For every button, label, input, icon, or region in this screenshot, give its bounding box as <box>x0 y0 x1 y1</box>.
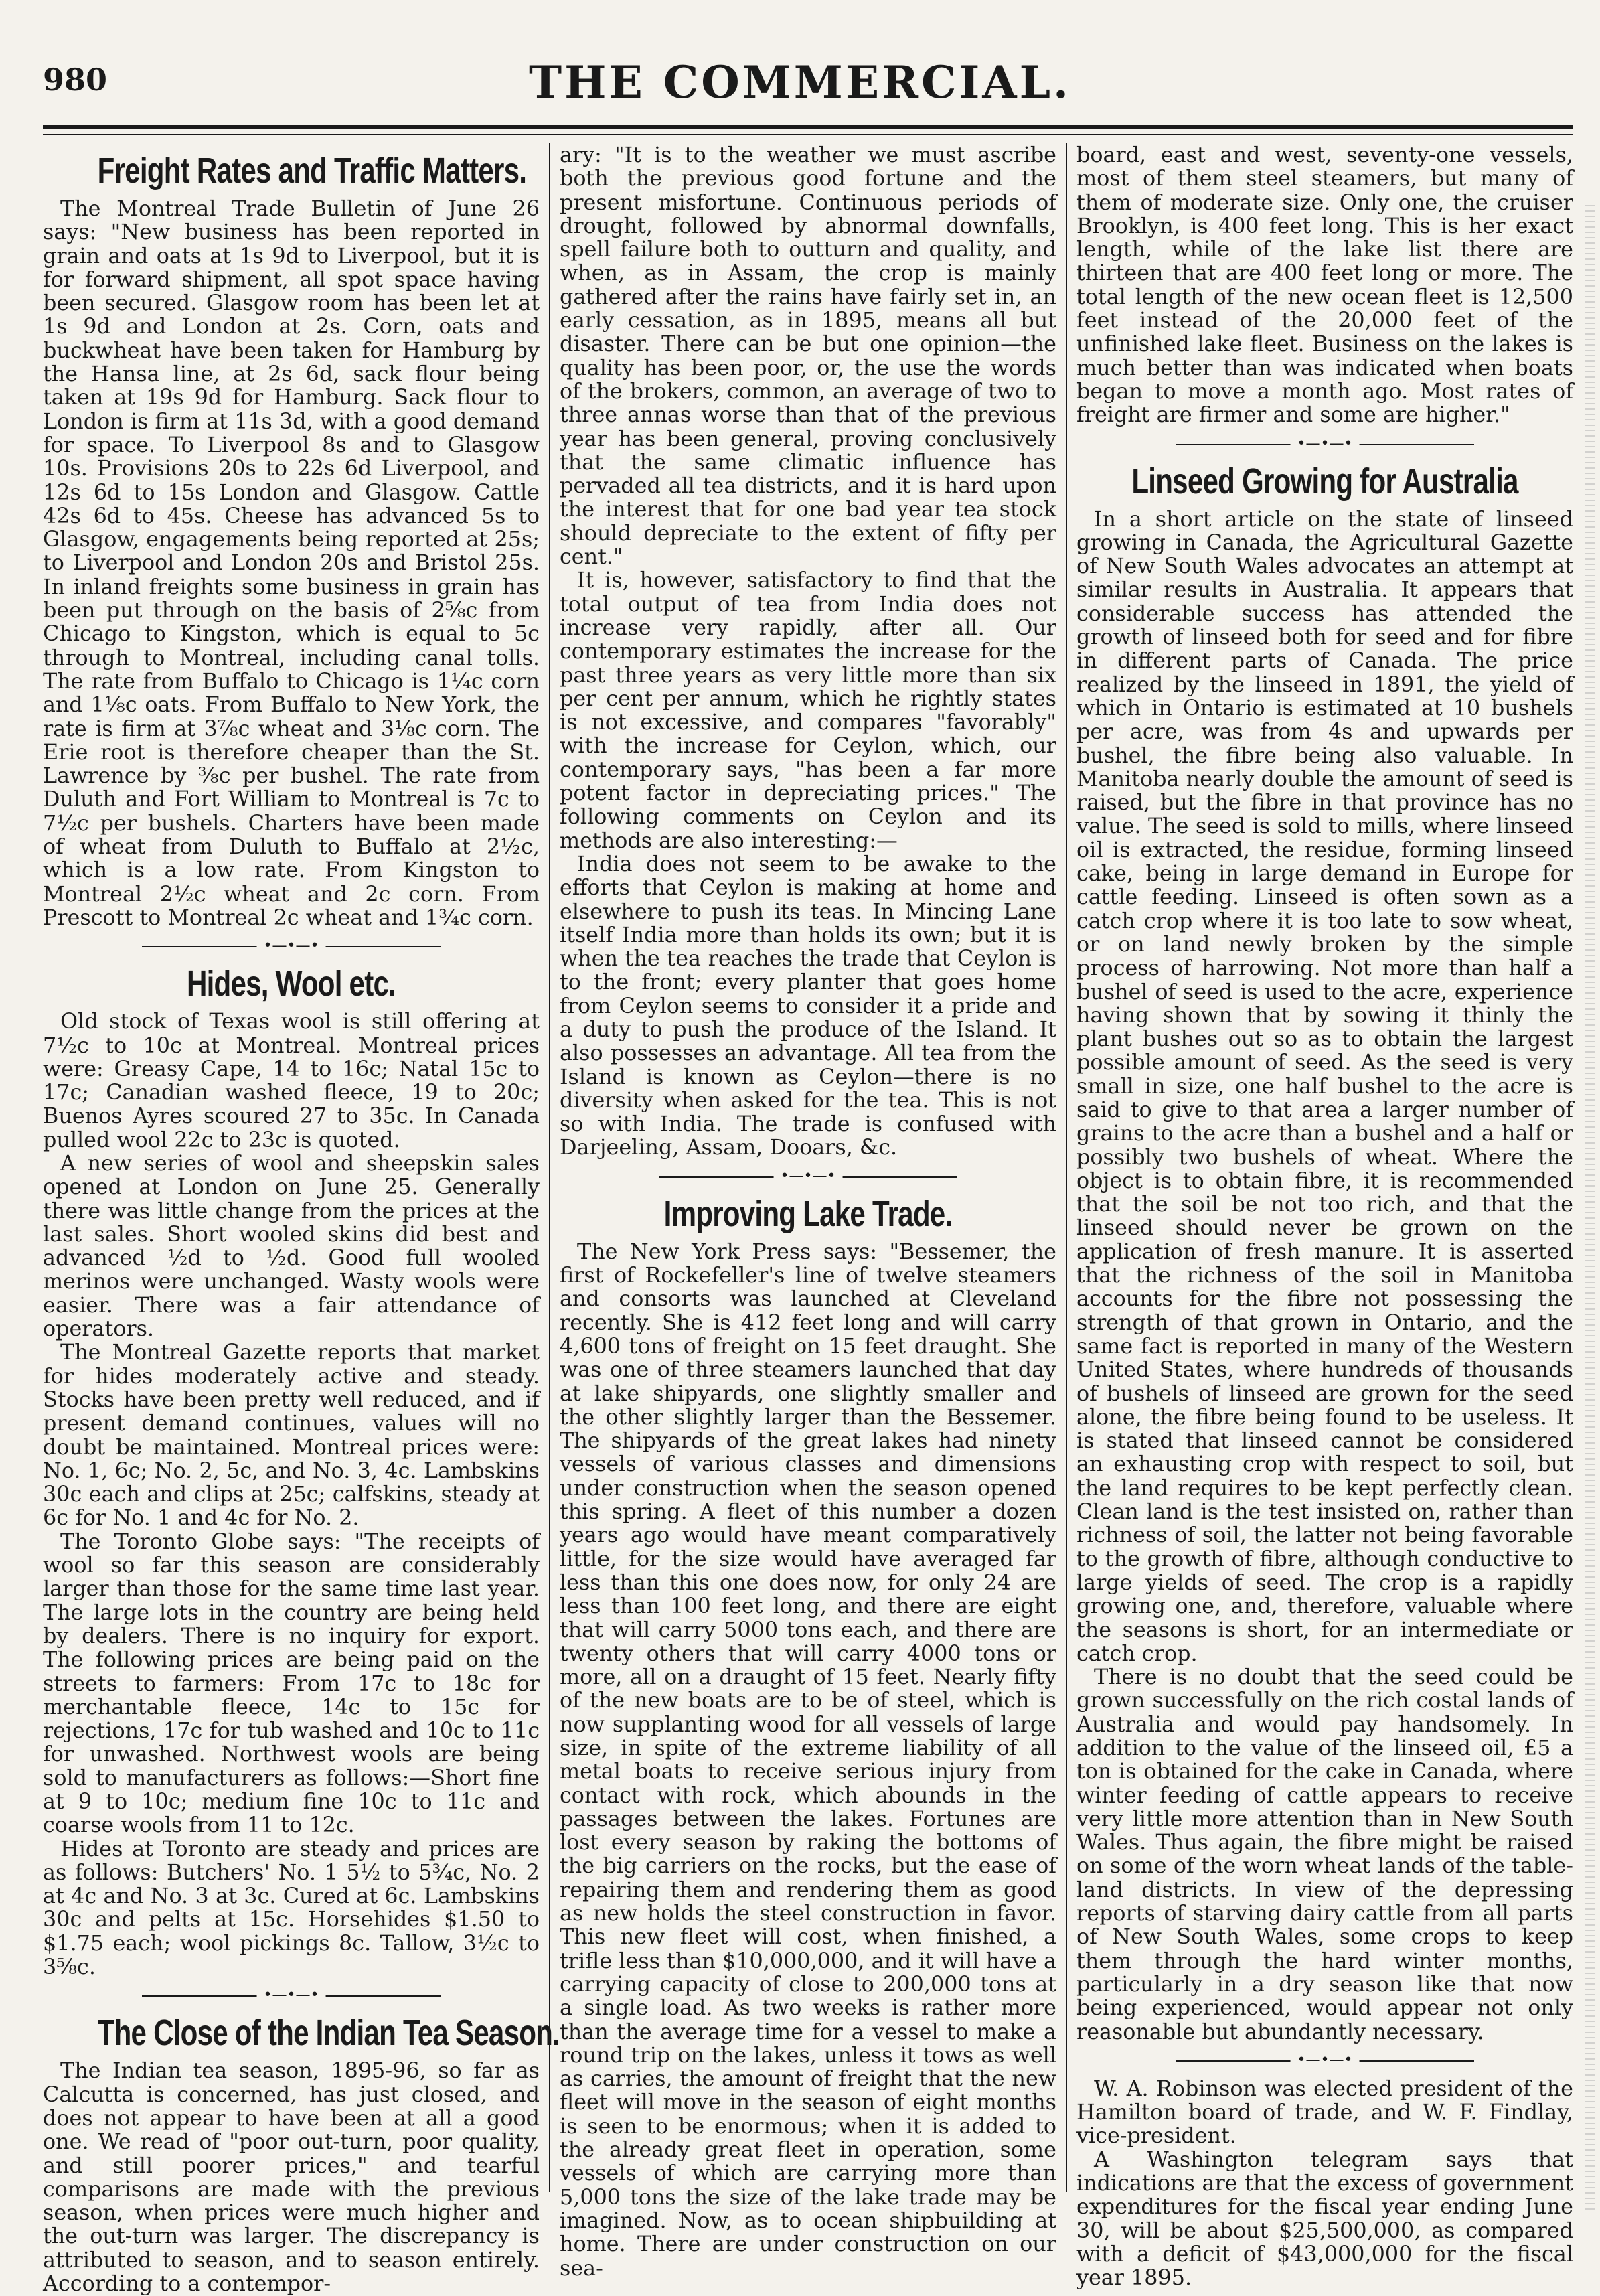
article-indian-tea <box>43 2012 560 2296</box>
paragraph: W. A. Robinson was elected president of the Hamilton board of trade, and W. F. Findlay, vice-president. <box>1076 2076 1573 2149</box>
paragraph: ary: "It is to the weather we must ascribe both the previous good fortune and the present misfortune. Continuous periods of drought, followed by abnormal downfalls, spell failure both to outturn and quality, and when, as in Assam, the crop is mainly gathered after the rains have fairly set in, an early cessation, as in 1895, means all but disaster. There can be but one opinion—the quality has been poor, or, the use the words of the brokers, common, an average of two to three annas worse than that of the previous year has been general, proving conclusively that the same climatic influence has pervaded all tea districts, and it is hard upon the interest that for one bad year tea stock should depreciate to the extent of fifty per cent." <box>560 143 1056 570</box>
binding-edge <box>1585 201 1595 2210</box>
paragraph: Old stock of Texas wool is still offering at 7½c to 10c at Montreal. Montreal prices were: Greasy Cape, 14 to 16c; Natal 15c to 17c; Canadian washed fleece, 19 to 20c; Buenos Ayres scoured 27 to 35c. In Canada pulled wool 22c to 23c is quoted. <box>43 1009 540 1152</box>
section-divider <box>142 939 440 955</box>
paragraph: The Montreal Gazette reports that market for hides moderately active and steady. Stocks have been pretty well reduced, and if present demand continues, values will no doubt be maintained. Montreal prices were: No. 1, 6c; No. 2, 5c, and No. 3, 4c. Lambskins 30c each and clips at 25c; calfskins, steady at 6c for No. 1 and 4c for No. 2. <box>43 1340 540 1531</box>
paragraph: It is, however, satisfactory to find that the total output of tea from India does not increase very rapidly, after all. Our contemporary estimates the increase for the past three years as very little more than six per cent per annum, which he rightly states is not excessive, and compares "favorably" with the increase for Ceylon, which, our contemporary says, "has been a far more potent factor in depreciating prices." The following comments on Ceylon and its methods are also interesting:— <box>560 568 1056 853</box>
divider-ornament: •—•—• <box>257 1987 326 2003</box>
columns <box>43 143 1573 2296</box>
column-3 <box>1066 143 1573 2291</box>
headline-linseed: Linseed Growing for Australia <box>1131 461 1518 502</box>
section-divider <box>659 1169 957 1185</box>
divider-ornament: •—•—• <box>257 937 326 954</box>
paragraph: India does not seem to be awake to the efforts that Ceylon is making at home and elsewhere to push its teas. In Mincing Lane itself India more than holds its own; but it is when the tea reaches the trade that Ceylon is to the front; every planter that goes home from Ceylon seems to consider it a pride and a duty to push the produce of the Island. It also possesses an advantage. All tea from the Island is known as Ceylon—there is no diversity when asked for the tea. This is not so with India. The trade is confused with Darjeeling, Assam, Dooars, &c. <box>560 851 1056 1160</box>
headline-lake-trade: Improving Lake Trade. <box>663 1193 953 1234</box>
article-freight-rates <box>43 150 540 929</box>
paragraph: There is no doubt that the seed could be grown successfully on the rich costal lands of Australia and would pay handsomely. In addition to the value of the linseed oil, £5 a ton is obtained for the cake in Canada, where winter feeding of cattle appears to receive very little more attention than in New South Wales. Thus again, the fibre might be raised on some of the worn wheat lands of the table-land districts. In view of the depressing reports of starving dairy cattle from all parts of New South Wales, some crops to keep them through the hard winter months, particularly in a dry season like that now being experienced, would appear not only reasonable but abundantly necessary. <box>1076 1665 1573 2044</box>
divider-ornament: •—•—• <box>774 1168 843 1184</box>
paragraph: board, east and west, seventy-one vessels, most of them steel steamers, but many of them of moderate size. Only one, the cruiser Brooklyn, is 400 feet long. This is her exact length, while of the lake list there are thirteen that are 400 feet long or more. The total length of the new ocean fleet is 12,500 feet instead of the 20,000 feet of the unfinished lake fleet. Business on the lakes is much better than was indicated when boats began to move a month ago. Most rates of freight are firmer and some are higher." <box>1076 143 1573 428</box>
article-briefs <box>1076 2077 1573 2290</box>
paragraph: Hides at Toronto are steady and prices are as follows: Butchers' No. 1 5½ to 5¾c, No. 2 at 4c and No. 3 at 3c. Cured at 6c. Lambskins 30c and pelts at 15c. Horsehides $1.50 to $1.75 each; wool pickings 8c. Tallow, 3½c to 3⅝c. <box>43 1836 540 1980</box>
page-number: 980 <box>43 62 108 98</box>
column-2 <box>549 143 1066 2281</box>
section-divider <box>1176 2053 1473 2069</box>
article-indian-tea-continued <box>560 143 1056 1160</box>
section-divider <box>142 1988 440 2004</box>
masthead-rule <box>43 125 1573 135</box>
paragraph: A new series of wool and sheepskin sales opened at London on June 25. Generally there was little change from the prices at the last sales. Short wooled skins did best and advanced ½d to ½d. Good full wooled merinos were unchanged. Wasty wools were easier. There was a fair attendance of operators. <box>43 1150 540 1342</box>
article-lake-trade <box>560 1193 1056 2280</box>
masthead: THE COMMERCIAL. <box>528 56 1072 108</box>
article-linseed <box>1076 461 1573 2044</box>
paragraph: The Indian tea season, 1895-96, so far as Calcutta is concerned, has just closed, and does not appear to have been at all a good one. We read of "poor out-turn, poor quality, and still poorer prices," and tearful comparisons are made with the previous season, when prices were much higher and the out-turn was larger. The discrepancy is attributed to season, and to season entirely. According to a contempor- <box>43 2058 540 2296</box>
column-1 <box>43 143 560 2296</box>
headline-freight-rates: Freight Rates and Traffic Matters. <box>97 151 527 191</box>
divider-ornament: •—•—• <box>1291 435 1360 452</box>
article-lake-trade-continued <box>1076 143 1573 427</box>
divider-ornament: •—•—• <box>1291 2052 1360 2068</box>
paragraph: In a short article on the state of linseed growing in Canada, the Agricultural Gazette of New South Wales advocates an attempt at similar results in Australia. It appears that considerable success has attended the growth of linseed both for seed and for fibre in different parts of Canada. The price realized by the linseed in 1891, the yield of which in Ontario is estimated at 10 bushels per acre, was from 4s and upwards per bushel, the fibre being also valuable. In Manitoba nearly double the amount of seed is raised, but the fibre in that province has no value. The seed is sold to mills, where linseed oil is extracted, the residue, forming linseed cake, being in large demand in Europe for cattle feeding. Linseed is often sown as a catch crop where it is too late to sow wheat, or on land newly broken by the simple process of harrowing. Not more than half a bushel of seed is used to the acre, experience having shown that by sowing it thinly the plant bushes out so as to obtain the largest possible amount of seed. As the seed is very small in size, one half bushel to the acre is said to give to that area a larger number of grains to the acre than a bushel and a half or possibly two bushels of wheat. Where the object is to obtain fibre, it is recommended that the soil be not too rich, and that the linseed should never be grown on the application of fresh manure. It is asserted that the richness of the soil in Manitoba accounts for the fibre not possessing the strength of that grown in Ontario, and the same fact is reported in many of the Western United States, where hundreds of thousands of bushels of linseed are grown for the seed alone, the fibre being found to be useless. It is stated that linseed cannot be considered an exhausting crop with respect to soil, but the land requires to be kept perfectly clean. Clean land is the test insisted on, rather than richness of soil, the latter not being favorable to the growth of fibre, although conductive to large yields of seed. The crop is a rapidly growing one, and, therefore, valuable where the seasons is short, for an intermediate or catch crop. <box>1076 506 1573 1666</box>
headline-hides-wool: Hides, Wool etc. <box>186 964 396 1004</box>
paragraph: The Montreal Trade Bulletin of June 26 says: "New business has been reported in grain and oats at 1s 9d to Liverpool, but it is for forward shipment, all spot space having been secured. Glasgow room has been let at 1s 9d and London at 2s. Corn, oats and buckwheat have been taken for Hamburg by the Hansa line, at 2s 6d, sack flour being taken at 19s 9d for Hamburg. Sack flour to London is firm at 11s 3d, with a good demand for space. To Liverpool 8s and to Glasgow 10s. Provisions 20s to 22s 6d Liverpool, and 12s 6d to 15s London and Glasgow. Cattle 42s 6d to 45s. Cheese has advanced 5s to Glasgow, engagements being reported at 25s; to Liverpool and London 20s and Bristol 25s. In inland freights some business in grain has been put through on the basis of 2⅝c from Chicago to Kingston, which is equal to 5c through to Montreal, including canal tolls. The rate from Buffalo to Chicago is 1¼c corn and 1⅛c oats. From Buffalo to New York, the rate is firm at 3⅞c wheat and 3⅛c corn. The Erie root is therefore cheaper than the St. Lawrence by ⅜c per bushel. The rate from Duluth and Fort William to Montreal is 7c to 7½c per bushels. Charters have been made of wheat from Duluth to Buffalo at 2½c, which is a low rate. From Kingston to Montreal 2½c wheat and 2c corn. From Prescott to Montreal 2c wheat and 1¾c corn. <box>43 196 540 930</box>
article-hides-wool <box>43 963 540 1979</box>
paragraph: The New York Press says: "Bessemer, the first of Rockefeller's line of twelve steamers and consorts was launched at Cleveland recently. She is 412 feet long and will carry 4,600 tons of freight on 15 feet draught. She was one of three steamers launched that day at lake shipyards, one slightly smaller and the other slightly larger than the Bessemer. The shipyards of the great lakes had ninety vessels of various classes and dimensions under construction when the season opened this spring. A fleet of this number a dozen years ago would have meant comparatively little, for the size would have averaged far less than this one does now, for only 24 are less than 100 feet long, and there are eight that will carry 5000 tons each, and there are twenty others that will carry 4000 tons or more, all on a draught of 15 feet. Nearly fifty of the new boats are to be of steel, which is now supplanting wood for all vessels of large size, in spite of the extreme liability of all metal boats to receive serious injury from contact with rock, which abounds in the passages between the lakes. Fortunes are lost every season by raking the bottoms of the big carriers on the rocks, but the ease of repairing them and rendering them as good as new holds the steel construction in favor. This new fleet will cost, when finished, a trifle less than $10,000,000, and it will have a carrying capacity of close to 200,000 tons at a single load. As two weeks is rather more than the average time for a vessel to make a round trip on the lakes, unless it tows as well as carries, the amount of freight that the new fleet will move in the season of eight months is seen to be enormous; when it is added to the already great fleet in operation, some vessels of which are carrying more than 5,000 tons the size of the lake trade may be imagined. Now, as to ocean shipbuilding at home. There are under construction on our sea- <box>560 1239 1056 2281</box>
paragraph: A Washington telegram says that indications are that the excess of government expenditures for the fiscal year ending June 30, will be about $25,500,000, as compared with a deficit of $43,000,000 for the fiscal year 1895. <box>1076 2147 1573 2291</box>
section-divider <box>1176 437 1473 453</box>
headline-indian-tea: The Close of the Indian Tea Season. <box>97 2013 560 2054</box>
paragraph: The Toronto Globe says: "The receipts of wool so far this season are considerably larger than those for the same time last year. The large lots in the country are being held by dealers. There is no inquiry for export. The following prices are being paid on the streets to farmers: From 17c to 18c for merchantable fleece, 14c to 15c for rejections, 17c for tub washed and 10c to 11c for unwashed. Northwest wools are being sold to manufacturers as follows:—Short fine at 9 to 10c; medium fine 10c to 11c and coarse wools from 11 to 12c. <box>43 1529 540 1838</box>
